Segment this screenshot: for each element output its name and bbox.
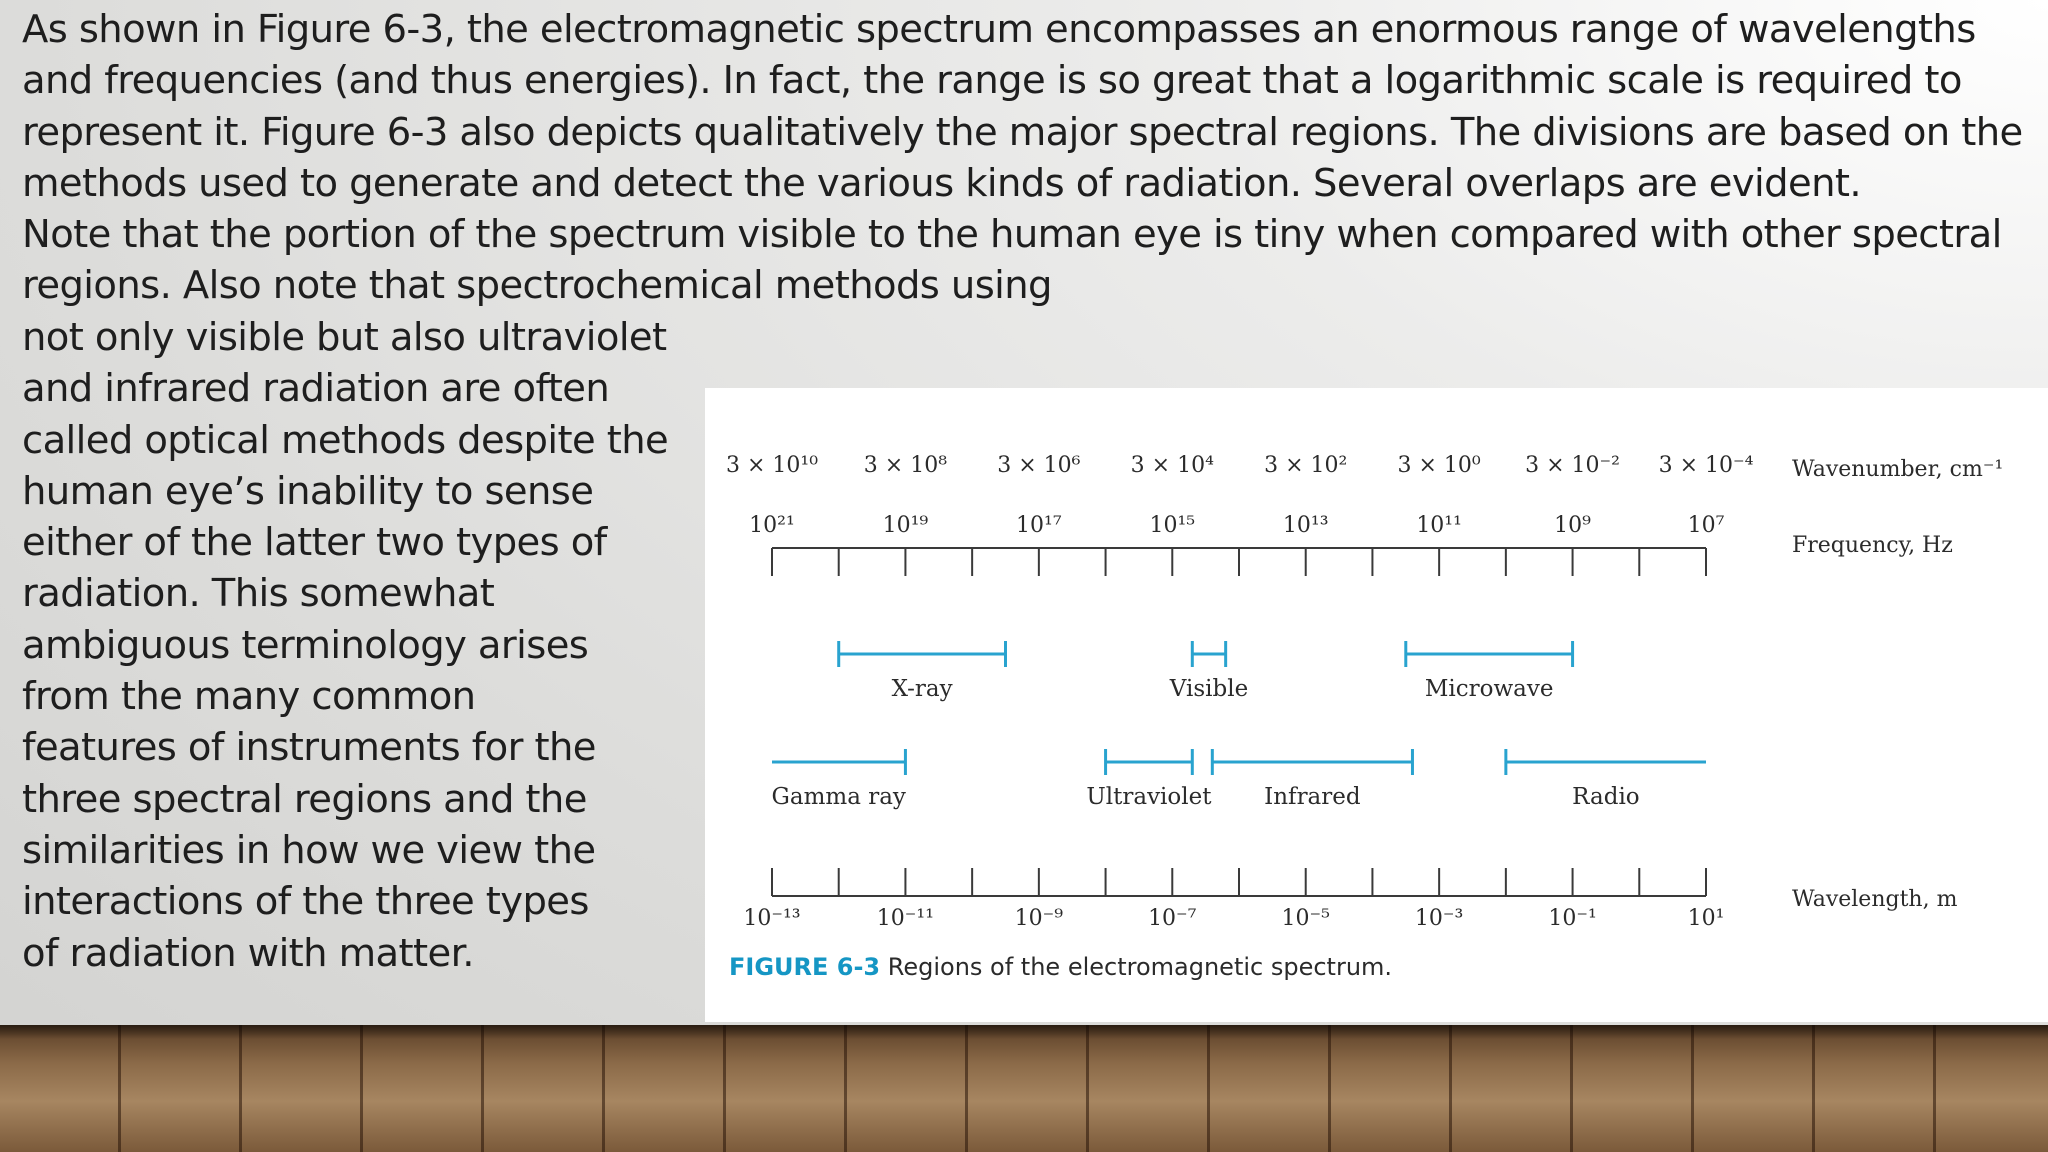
frequency-tick-label: 10¹⁷	[1016, 513, 1062, 538]
paragraph-side-line: ambiguous terminology arises	[22, 622, 589, 668]
wavelength-tick-label: 10⁻⁷	[1148, 906, 1197, 931]
paragraph-side-line: from the many common	[22, 674, 476, 720]
frequency-tick-label: 10¹¹	[1416, 513, 1462, 538]
wavenumber-tick-label: 3 × 10⁶	[997, 453, 1081, 478]
wavelength-tick-label: 10⁻⁹	[1014, 906, 1064, 931]
wavelength-tick-label: 10⁻¹³	[743, 906, 801, 931]
paragraph-side	[22, 312, 712, 979]
wavenumber-tick-label: 3 × 10¹⁰	[725, 453, 819, 478]
frequency-axis-label: Frequency, Hz	[1792, 533, 1953, 558]
paragraph-side-line: not only visible but also ultraviolet	[22, 315, 667, 360]
wavelength-axis-label: Wavelength, m	[1792, 887, 1958, 912]
paragraph-side-line: human eye’s inability to sense	[22, 468, 594, 514]
wavenumber-tick-label: 3 × 10⁻²	[1525, 453, 1620, 478]
paragraph-side-line: and infrared radiation are often	[22, 366, 610, 412]
wavelength-tick-label: 10⁻¹¹	[876, 906, 935, 931]
paragraph-top-line: and frequencies (and thus energies). In fact, the range is so great that a logarithmic scale is required to	[22, 58, 1962, 104]
figure-caption	[729, 953, 1392, 981]
wavenumber-axis-label: Wavenumber, cm⁻¹	[1792, 457, 2004, 482]
paragraph-top-line: regions. Also note that spectrochemical methods using	[22, 263, 1052, 309]
wavenumber-tick-label: 3 × 10⁴	[1130, 453, 1214, 478]
region-label-ultraviolet: Ultraviolet	[1086, 784, 1212, 810]
paragraph-side-line: either of the latter two types of	[22, 520, 607, 566]
floor-shadow	[0, 1025, 2048, 1039]
figure-em-spectrum	[705, 388, 2048, 1022]
paragraph-top	[22, 4, 2048, 312]
paragraph-side-line: of radiation with matter.	[22, 930, 474, 976]
wavelength-tick-label: 10⁻⁵	[1281, 906, 1330, 931]
paragraph-side-line: interactions of the three types	[22, 879, 589, 925]
wood-floor	[0, 1025, 2048, 1152]
paragraph-side-line: radiation. This somewhat	[22, 571, 495, 617]
wavelength-tick-label: 10¹	[1687, 906, 1725, 931]
wavenumber-tick-label: 3 × 10⁻⁴	[1658, 453, 1754, 478]
paragraph-top-line: methods used to generate and detect the various kinds of radiation. Several overlaps are evident.	[22, 160, 1861, 206]
paragraph-side-line: called optical methods despite the	[22, 417, 669, 463]
frequency-tick-label: 10⁷	[1687, 513, 1725, 538]
wavenumber-tick-label: 3 × 10²	[1264, 453, 1348, 478]
paragraph-side-line: three spectral regions and the	[22, 776, 587, 822]
region-label-infrared: Infrared	[1264, 784, 1361, 810]
wavenumber-tick-label: 3 × 10⁸	[863, 453, 948, 478]
frequency-tick-label: 10²¹	[749, 513, 795, 538]
paragraph-side-line: features of instruments for the	[22, 725, 596, 771]
paragraph-top-line: Note that the portion of the spectrum visible to the human eye is tiny when compared with other spectral	[22, 212, 2002, 258]
paragraph-side-line: similarities in how we view the	[22, 827, 596, 873]
spectrum-diagram	[705, 388, 2048, 948]
frequency-tick-label: 10¹⁵	[1149, 513, 1196, 538]
wavelength-tick-label: 10⁻¹	[1548, 906, 1597, 931]
paragraph-top-line: represent it. Figure 6-3 also depicts qualitatively the major spectral regions. The divisions are based on the	[22, 109, 2023, 155]
region-label-gamma-ray: Gamma ray	[771, 784, 906, 810]
region-label-radio: Radio	[1572, 784, 1640, 810]
wavelength-tick-label: 10⁻³	[1414, 906, 1464, 931]
figure-caption-text: Regions of the electromagnetic spectrum.	[887, 953, 1393, 981]
wavenumber-tick-label: 3 × 10⁰	[1397, 453, 1481, 478]
frequency-tick-label: 10⁹	[1554, 513, 1591, 538]
region-label-x-ray: X-ray	[891, 676, 953, 702]
region-label-visible: Visible	[1169, 676, 1249, 702]
region-label-microwave: Microwave	[1424, 676, 1554, 702]
figure-caption-label: FIGURE 6-3	[729, 953, 881, 981]
paragraph-top-line: As shown in Figure 6-3, the electromagnetic spectrum encompasses an enormous range of wavelengths	[22, 7, 1976, 52]
frequency-tick-label: 10¹³	[1282, 513, 1329, 538]
frequency-tick-label: 10¹⁹	[882, 513, 929, 538]
